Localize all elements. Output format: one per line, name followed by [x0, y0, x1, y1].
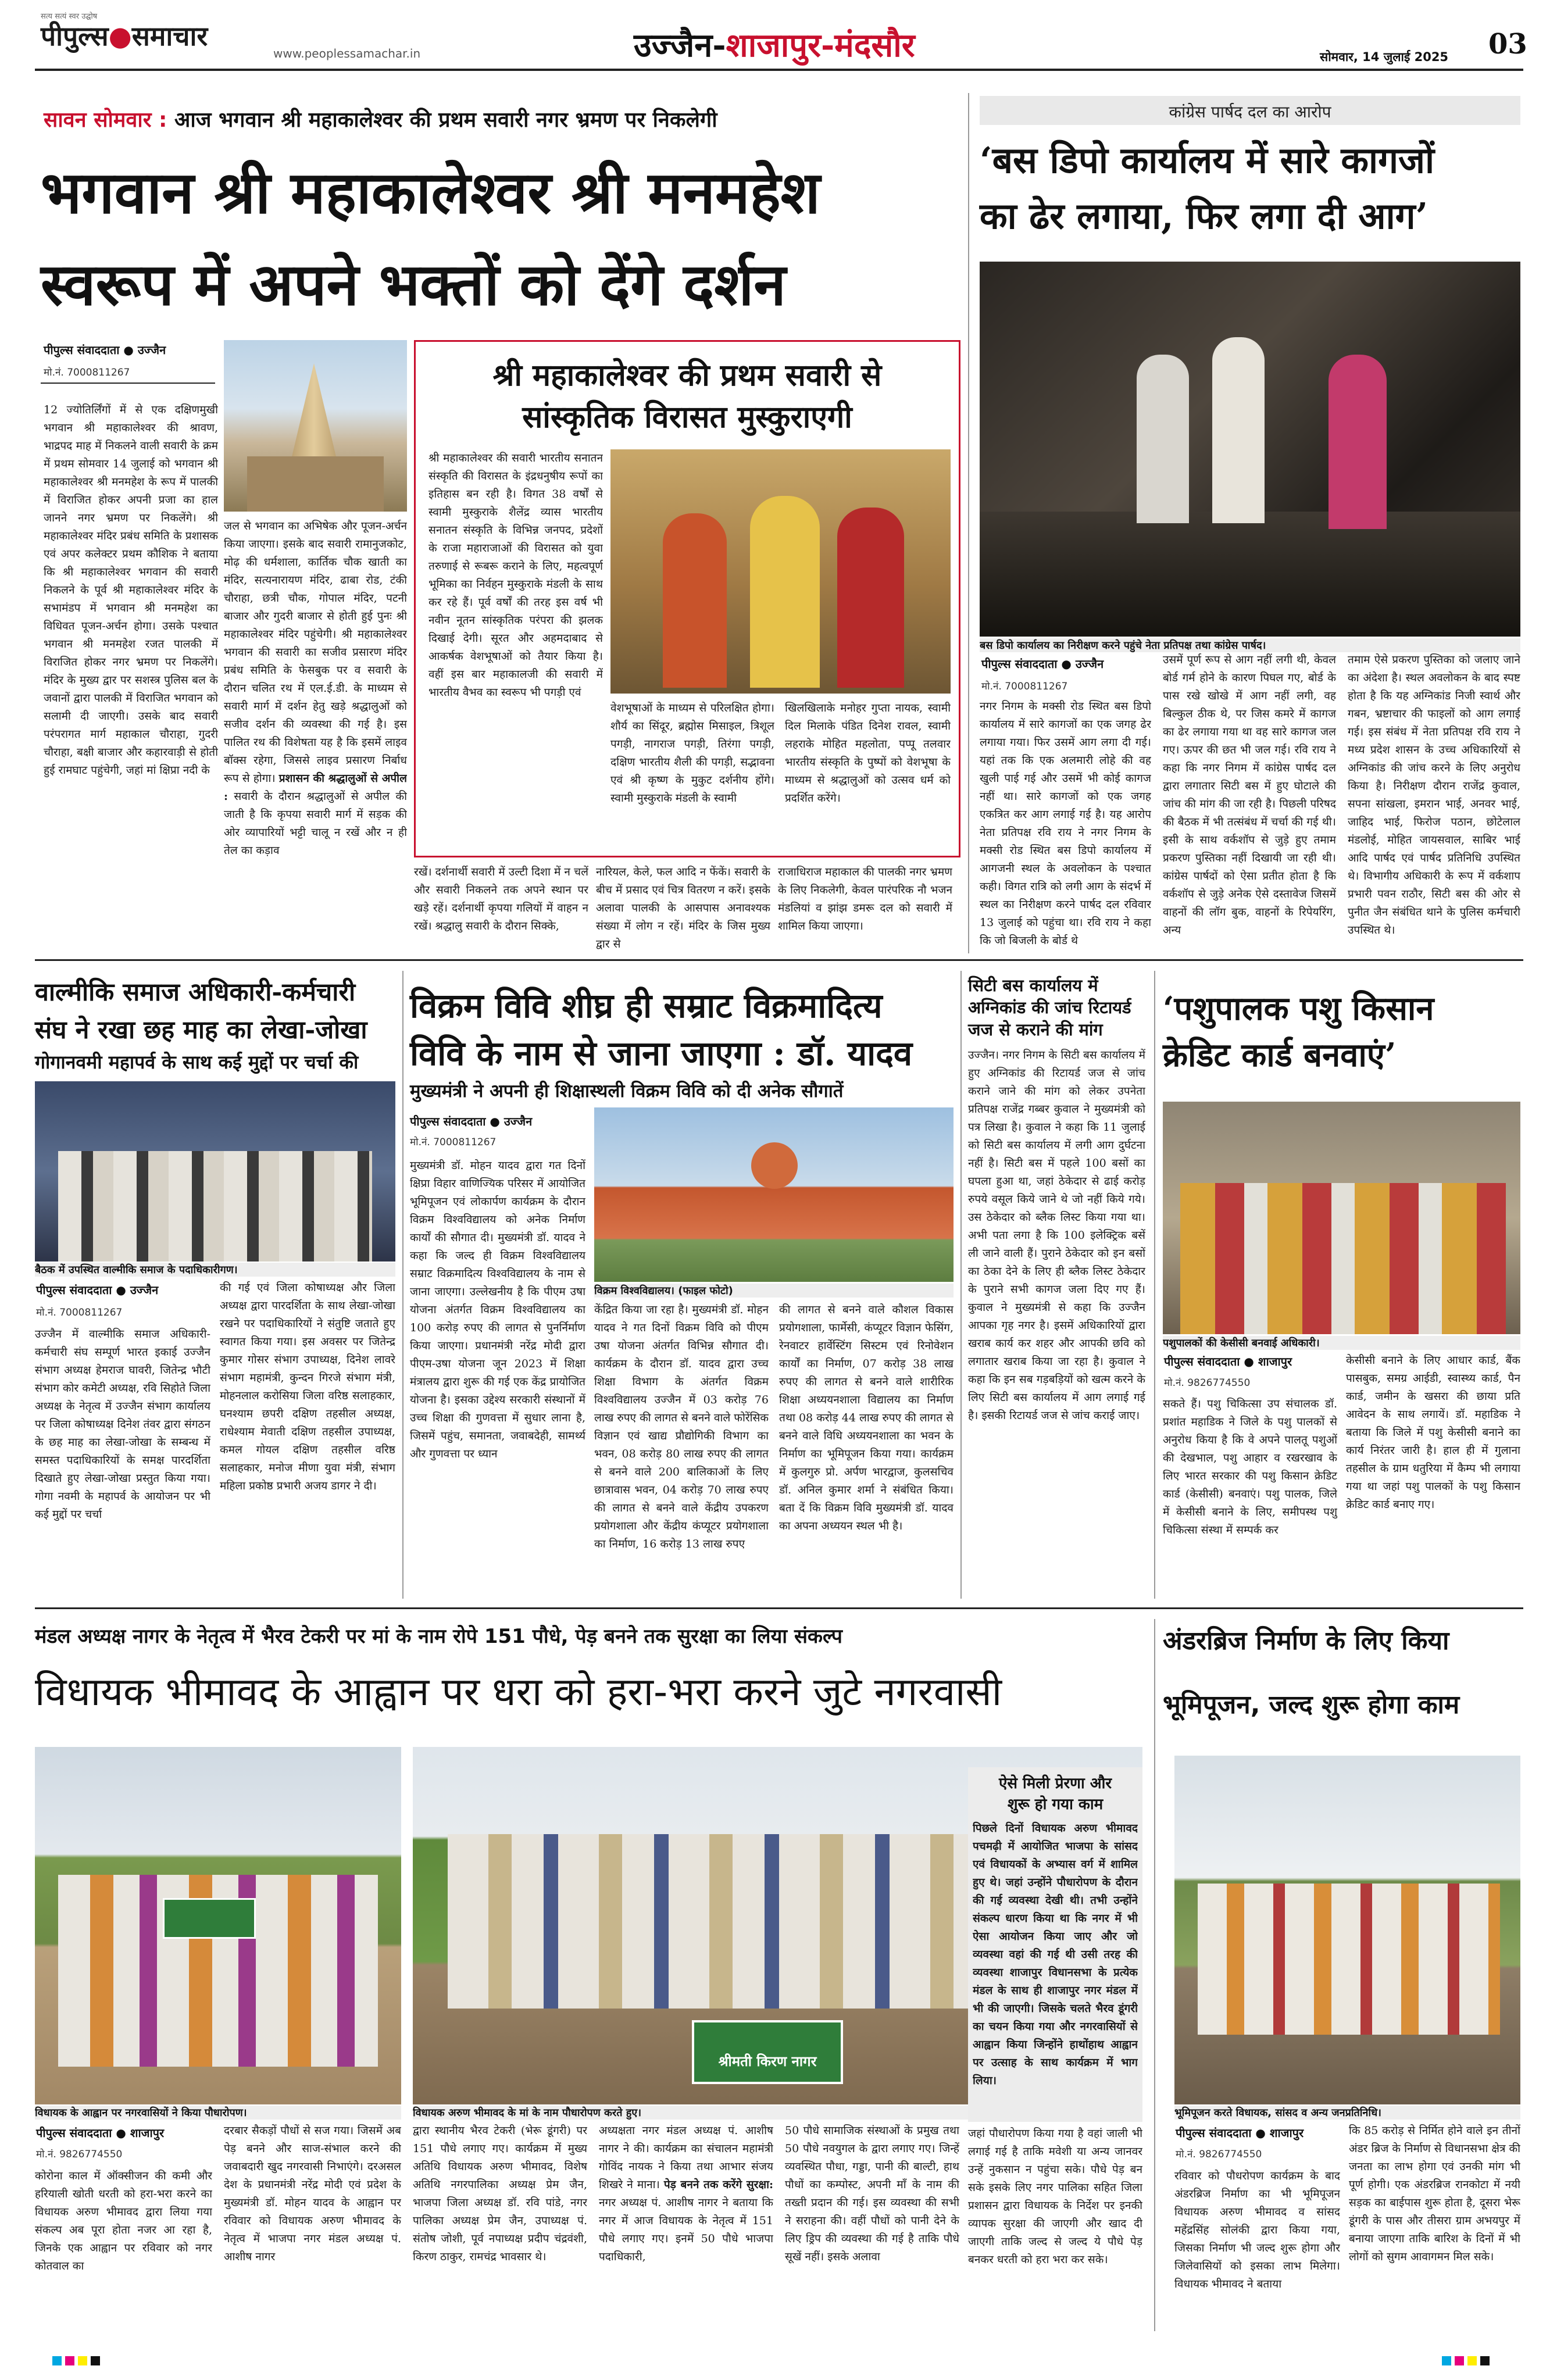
- name-sign: [692, 2020, 843, 2084]
- story6-col2: केसीसी बनाने के लिए आधार कार्ड, बैंक पासबुक, समग्र आईडी, स्वास्थ्य कार्ड, पैन कार्ड, जमीन के खसरा की छाया प्रति आवेदन के साथ लगायें। डॉ. महाडिक ने बताया कि जिले में पशु केसीसी बनाने का कार्य निरंतर जारी है। हाल ही में गुलाना तहसील के ग्राम धतुरिया में कैम्प भी लगाया गया था जहां पशु पालकों के पशु किसान क्रेडिट कार्ड बनाए गए।: [1346, 1354, 1520, 1511]
- rule: [41, 383, 215, 384]
- box-col2: वेशभूषाओं के माध्यम से परिलक्षित होगा। शौर्य का सिंदूर, ब्रह्मोस मिसाइल, त्रिशूल पगड़ी, नागराज पगड़ी, तिरंगा पगड़ी, दक्षिण भारतीय शैली की पगड़ी, सद्भावना एवं श्री कृष्ण के मुकुट दर्शनीय होंगे। स्वामी मुस्कुराके मंडली के स्वामी: [610, 702, 774, 805]
- story6-byline: पीपुल्स संवाददाता ● शाजापुर: [1164, 1355, 1292, 1368]
- story7-photo2-caption: विधायक अरुण भीमावद के मां के नाम पौधारोपण करते हुए।: [413, 2106, 1142, 2120]
- story6-headline-1: ‘पशुपालक पशु किसान: [1163, 989, 1434, 1028]
- plantation-photo-1: [35, 1747, 401, 2104]
- story7-byline: पीपुल्स संवाददाता ● शाजापुर: [36, 2126, 165, 2140]
- person-figure: [1137, 355, 1189, 523]
- story3-subhead: गोगानवमी महापर्व के साथ कई मुद्दों पर चर्चा की: [35, 1051, 359, 1073]
- burnt-papers: [980, 512, 1520, 637]
- website-url[interactable]: www.peoplessamachar.in: [273, 47, 421, 60]
- underbridge-photo: [1174, 1756, 1520, 2104]
- temple-photo: [224, 340, 407, 512]
- kcc-photo: [1163, 1102, 1520, 1334]
- story5-headline-3: जज से कराने की मांग: [968, 1020, 1103, 1039]
- person-figure: [750, 496, 820, 688]
- story4-subhead: मुख्यमंत्री ने अपनी ही शिक्षास्थली विक्रम विवि को दी अनेक सौगातें: [410, 1081, 844, 1102]
- story8-byline: पीपुल्स संवाददाता ● शाजापुर: [1176, 2126, 1304, 2140]
- story8-photo-caption: भूमिपूजन करते विधायक, सांसद व अन्य जनप्रतिनिधि।: [1174, 2106, 1520, 2120]
- story3-col1: उज्जैन में वाल्मीकि समाज अधिकारी-कर्मचारी संघ सम्पूर्ण भारत इकाई उज्जैन संभाग अध्यक्ष हेमराज घावरी, जितेन्द्र भौटी संभाग कोर कमेटी अध्यक्ष, रवि सिहोते जिला अध्यक्ष के नेतृत्व में उज्जैन संभाग कार्यालय पर जिला कोषाध्यक्ष दिनेश तंवर द्वारा संगठन के छह माह का लेखा-जोखा के सम्बन्ध में समस्त पदाधिकारियों के समक्ष पारदर्शिता दिखाते हुए लेखा-जोखा प्रस्तुत किया गया। गोगा नवमी के महापर्व के आयोजन पर भी कई मुद्दों पर चर्चा: [35, 1328, 210, 1521]
- story4-headline-1: विक्रम विवि शीघ्र ही सम्राट विक्रमादित्य: [410, 986, 883, 1025]
- story4-col1: मुख्यमंत्री डॉ. मोहन यादव द्वारा गत दिनों क्षिप्रा विहार वाणिज्यिक परिसर में आयोजित भूमिपूजन एवं लोकार्पण कार्यक्रम के दौरान विक्रम विश्वविद्यालय को अनेक निर्माण कार्यों की सौगात दी। मुख्यमंत्री डॉ. यादव ने कहा कि जल्द ही विक्रम विश्वविद्यालय सम्राट विक्रमादित्य विश्वविद्यालय के नाम से जाना जाएगा। उल्लेखनीय है कि पीएम उषा योजना अंतर्गत विक्रम विश्वविद्यालय का 100 करोड़ रुपए की लागत से पुनर्निर्माण किया जाएगा। प्रधानमंत्री नरेंद्र मोदी द्वारा पीएम-उषा योजना जून 2023 में शिक्षा मंत्रालय द्वारा शुरू की गई एक केंद्र प्रायोजित योजना है। इसका उद्देश्य सरकारी संस्थानों में उच्च शिक्षा की गुणवत्ता में सुधार लाना है, जिसमें पहुंच, समानता, जवाबदेही, सामर्थ्य और गुणवत्ता पर ध्यान: [410, 1159, 585, 1460]
- story1-col2-text: जल से भगवान का अभिषेक और पूजन-अर्चन किया जाएगा। इसके बाद सवारी रामानुजकोट, मोढ़ की धर्मशाला, कार्तिक चौक खाती का मंदिर, सत्यनारायण मंदिर, ढाबा रोड, टंकी चौराहा, छत्री चौक, गोपाल मंदिर, पटनी बाजार और गुदरी बाजार से होती हुई पुनः श्री महाकालेश्वर मंदिर पहुंचेगी। श्री महाकालेश्वर भगवान की सवारी का सजीव प्रसारण मंदिर प्रबंध समिति के फेसबुक पर व सवारी के दौरान चलित रथ में एल.ई.डी. के माध्यम से सवारी मार्ग में दर्शन हेतु खड़े श्रद्धालुओं को सजीव दर्शन की व्यवस्था की गई है। इस पालित रथ की विशेषता यह है कि इसमें लाइव बॉक्स रहेगा, जिससे लाइव प्रसारण निर्बाध रूप से होगा।: [224, 520, 407, 785]
- story6-photo-caption: पशुपालकों की केसीसी बनवाई अधिकारी।: [1163, 1336, 1520, 1350]
- sign-name-text: श्रीमती किरण नागर: [718, 2053, 817, 2070]
- story6-col1: सकते हैं। पशु चिकित्सा उप संचालक डॉ. प्रशांत महाडिक ने जिले के पशु पालकों से अनुरोध किया है कि वे अपने पालतू पशुओं की देखभाल, पशु आहार व रखरखाव के लिए भारत सरकार की पशु किसान क्रेडिट कार्ड (केसीसी) बनवाएं। पशु पालक, जिले में केसीसी बनाने के लिए, समीपस्थ पशु चिकित्सा संस्था में सम्पर्क कर: [1163, 1398, 1337, 1536]
- story8-headline-2: भूमिपूजन, जल्द शुरू होगा काम: [1163, 1690, 1460, 1720]
- vertical-rule: [960, 971, 962, 1599]
- story3-headline-1: वाल्मीकि समाज अधिकारी-कर्मचारी: [35, 978, 356, 1007]
- story2-kicker: कांग्रेस पार्षद दल का आरोप: [1169, 102, 1331, 121]
- brand-tagline: सत्य सत्यं स्वर उद्घोष: [41, 12, 98, 21]
- person-figure: [663, 513, 727, 688]
- story8-headline-1: अंडरब्रिज निर्माण के लिए किया: [1163, 1626, 1449, 1656]
- bus-depot-photo: [980, 262, 1520, 637]
- masthead: [0, 0, 1557, 70]
- story6-mobile: मो.नं. 9826774550: [1164, 1377, 1251, 1389]
- vertical-rule: [1154, 971, 1155, 1599]
- story7-col1: कोरोना काल में ऑक्सीजन की कमी और हरियाली खोती धरती को हरा-भरा करने का विधायक अरुण भीमावद द्वारा लिया गया संकल्प अब पूरा होता नजर आ रहा है, जिनके एक आह्वान पर रविवार को नगर कोतवाल का: [35, 2170, 212, 2272]
- story2-byline: पीपुल्स संवाददाता ● उज्जैन: [981, 657, 1104, 671]
- story7-mobile: मो.नं. 9826774550: [36, 2149, 123, 2160]
- horizontal-rule: [35, 1607, 1523, 1609]
- story1-mobile: मो.नं. 7000811267: [44, 367, 130, 378]
- story4-headline-2: विवि के नाम से जाना जाएगा : डॉ. यादव: [410, 1034, 913, 1073]
- box-body: पिछले दिनों विधायक अरुण भीमावद पचमढ़ी में आयोजित भाजपा के सांसद एवं विधायकों के अभ्यास वर्ग में शामिल हुए थे। जहां उन्होंने पौधारोपण के दौरान की गई व्यवस्था देखी थी। तभी उन्होंने संकल्प धारण किया था कि नगर में भी ऐसा आयोजन किया जाए और जो व्यवस्था वहां की गई थी उसी तरह की व्यवस्था शाजापुर विधानसभा के प्रत्येक मंडल के साथ ही शाजापुर नगर मंडल में भी की जाएगी। जिसके चलते भैरव डूंगरी का चयन किया गया और नगरवासियों से आह्वान किया जिन्होंने हाथोंहाथ आह्वान पर उत्साह के साथ कार्यक्रम में भाग लिया।: [973, 1822, 1138, 2087]
- name-sign: [163, 1898, 256, 1939]
- story1-box: [414, 340, 960, 857]
- temple-base: [247, 456, 384, 512]
- story2-col2: उसमें पूर्ण रूप से आग नहीं लगी थी, केवल बोर्ड गर्म होने के कारण पिघल गए, बोर्ड के पास रखे खोखे में आग नहीं लगी, वह बिल्कुल ठीक थे, पर जिस कमरे में कागज का ढेर लगाया गया था वह सारे कागज जल गए। ऊपर की छत भी जल गई। रवि राय ने कहा कि नगर निगम में कांग्रेस पार्षद दल द्वारा लगातार सिटी बस में हुए घोटाले की जांच की मांग की जा रही है। पिछली परिषद की बैठक में भी तत्संबंध में चर्चा की गई थी। इसी के साथ वर्कशॉप से जुड़े हुए तमाम प्रकरण पुस्तिका नहीं दिखायी जा रही थी। कांग्रेस पार्षदों को ऐसा प्रतीत होता है कि वर्कशॉप से जुड़े अनेक ऐसे दस्तावेज जिसमें वाहनों की लॉग बुक, वाहनों के रिपेयरिंग, अन्य: [1163, 653, 1336, 937]
- university-photo: [594, 1107, 954, 1282]
- story7-photo1-caption: विधायक के आह्वान पर नगरवासियों ने किया पौधारोपण।: [35, 2106, 401, 2120]
- kicker-text: आज भगवान श्री महाकालेश्वर की प्रथम सवारी नगर भ्रमण पर निकलेगी: [174, 108, 717, 132]
- story2-headline-1: ‘बस डिपो कार्यालय में सारे कागजों: [980, 139, 1435, 181]
- story4-mobile: मो.नं. 7000811267: [410, 1137, 497, 1148]
- person-figure: [837, 508, 904, 688]
- story7-col2: दरबार सैकड़ों पौधों से सज गया। जिसमें अब पेड़ बनने और साज-संभाल करने की जवाबदारी खुद नगरवासी निभाएंगे। दरअसल देश के प्रधानमंत्री नरेंद्र मोदी एवं प्रदेश के मुख्यमंत्री डॉ. मोहन यादव के आह्वान पर रविवार को विधायक अरुण भीमावद के नेतृत्व में भाजपा नगर मंडल अध्यक्ष पं. आशीष नागर: [224, 2124, 401, 2263]
- story7-col3: द्वारा स्थानीय भैरव टेकरी (भेरू डूंगरी) पर 151 पौधे लगाए गए। कार्यक्रम में मुख्य अतिथि विधायक अरुण भीमावद, विशेष अतिथि नगरपालिका अध्यक्ष प्रेम जैन, भाजपा जिला अध्यक्ष डॉ. रवि पांडे, नगर पालिका अध्यक्ष प्रेम जैन, उपाध्यक्ष पं. संतोष जोशी, पूर्व नपाध्यक्ष प्रदीप चंद्रवंशी, किरण ठाकुर, रामचंद्र भावसार थे।: [413, 2124, 587, 2263]
- story7-headline: विधायक भीमावद के आह्वान पर धरा को हरा-भरा करने जुटे नगरवासी: [35, 1669, 1002, 1714]
- story7-col6: जहां पौधारोपण किया गया है वहां जाली भी लगाई गई है ताकि मवेशी या अन्य जानवर उन्हें नुकसान न पहुंचा सके। पौधे पेड़ बन सके इसके लिए नगर पालिका सहित जिला प्रशासन द्वारा विधायक के निर्देश पर इनकी व्यापक सुरक्षा की जाएगी और खाद दी जाएगी ताकि जल्द से जल्द ये पौधे पेड़ बनकर धरती को हरा भरा कर सके।: [968, 2127, 1142, 2266]
- story7-col4-tail: नगर अध्यक्ष पं. आशीष नागर ने बताया कि नगर में आज विधायक के नेतृत्व में 151 पौधे लगाए गए। इनमें 50 पौधे भाजपा पदाधिकारी,: [599, 2196, 773, 2263]
- kicker-label: सावन सोमवार :: [44, 108, 167, 132]
- group-people: [58, 1151, 372, 1262]
- story4-col2: केंद्रित किया जा रहा है। मुख्यमंत्री डॉ. मोहन यादव ने गत दिनों विक्रम विवि को पीएम उषा योजना अंतर्गत विभिन्न सौगात दी। कार्यक्रम के दौरान डॉ. यादव द्वारा उच्च शिक्षा विभाग के अंतर्गत विक्रम विश्वविद्यालय उज्जैन में 03 करोड़ 76 लाख रुपए की लागत से बनने वाले फोरेंसिक विज्ञान एवं खाद्य प्रौद्योगिकी विभाग का भवन, 08 करोड़ 80 लाख रुपए की लागत से बनने वाले 200 बालिकाओं के लिए छात्रावास भवन, 04 करोड़ 70 लाख रुपए की लागत से बनने वाले केंद्रीय उपकरण प्रयोगशाला और केंद्रीय कंप्यूटर प्रयोगशाला का निर्माण, 16 करोड़ 13 लाख रुपए: [594, 1303, 769, 1550]
- story1-col4: नारियल, केले, फल आदि न फेंकें। सवारी के बीच में प्रसाद एवं चित्र वितरण न करें। इसके अलावा पालकी के आसपास अनावश्यक संख्या में लोग न रहें। मंदिर के जिस मुख्य द्वार से: [596, 866, 770, 950]
- story7-col4: [599, 2122, 773, 2330]
- story2-photo-caption: बस डिपो कार्यालय का निरीक्षण करने पहुंचे नेता प्रतिपक्ष तथा कांग्रेस पार्षद।: [980, 638, 1520, 652]
- story1-col2-subhead: प्रशासन की श्रद्धालुओं से अपील :: [224, 772, 407, 803]
- section-title-a: उज्जैन-: [634, 26, 726, 65]
- story1-col2-tail: सवारी के दौरान श्रद्धालुओं से अपील की जाती है कि कृपया सवारी मार्ग में सड़क की ओर व्यापारियों भट्टी चालू न रखें और न ही तेल का कड़ाव: [224, 790, 407, 857]
- story1-kicker: [44, 105, 717, 133]
- valmiki-photo: [35, 1081, 395, 1262]
- box-col3: खिलखिलाके मनोहर गुप्ता नायक, स्वामी दिल मिलाके पंडित दिनेश रावल, स्वामी लहराके मोहित महलोता, पप्पू तलवार भारतीय संस्कृति के पुष्पों को वेशभूषा के माध्यम से श्रद्धालुओं को उत्सव धर्म को प्रदर्शित करेंगे।: [785, 702, 951, 805]
- cyan-mark: [52, 2356, 62, 2365]
- story4-photo-caption: विक्रम विश्वविद्यालय। (फाइल फोटो): [594, 1284, 954, 1298]
- section-title-b: शाजापुर-मंदसौर: [726, 26, 915, 65]
- person-figure: [1212, 337, 1265, 523]
- vertical-rule: [968, 93, 969, 953]
- story8-col2: कि 85 करोड़ से निर्मित होने वाले इन तीनों अंडर ब्रिज के निर्माण से विधानसभा क्षेत्र की जनता का लाभ होगा एवं उनकी मांग भी पूर्ण होगी। एक अंडरब्रिज रानकोटा में नयी सड़क का बाईपास शुरू होता है, दूसरा भेरू डूंगरी के पास और तीसरा ग्राम अभयपुर में बनाया जाएगा ताकि बारिश के दिनों में भी लोगों को सुगम आवागमन मिल सके।: [1349, 2124, 1520, 2263]
- story8-col1: रविवार को पौधरोपण कार्यक्रम के बाद अंडरब्रिज निर्माण का भी भूमिपूजन विधायक अरुण भीमावद व सांसद महेंद्रसिंह सोलंकी द्वारा किया गया, जिसका निर्माण भी जल्द शुरू होगा और जिलेवासियों को इसका लाभ मिलेगा। विधायक भीमावद ने बताया: [1174, 2170, 1340, 2290]
- story2-kicker-bar: [980, 96, 1520, 125]
- group-people: [1180, 1183, 1506, 1334]
- registration-marks: [52, 2354, 103, 2365]
- magenta-mark: [1455, 2356, 1464, 2365]
- story2-col1: नगर निगम के मक्सी रोड स्थित बस डिपो कार्यालय में सारे कागजों का एक जगह ढेर लगाया गया। फिर उसमें आग लगा दी गई। यहां तक कि एक अलमारी लोहे की वह खुली पाई गई और उसमें भी कोई कागज नहीं था। सारे कागजों को एक जगह एकत्रित कर आग लगाई गई है। यह आरोप नेता प्रतिपक्ष रवि राय ने नगर निगम के मक्सी रोड स्थित बस डिपो कार्यालय में आगजनी स्थल के अवलोकन के पश्चात कही। विगत रात्रि को लगी आग के संदर्भ में स्थल का निरीक्षण करने पार्षद दल रविवार 13 जुलाई को पहुंचा था। रवि राय ने कहा कि जो बिजली के बोर्ड थे: [980, 700, 1151, 947]
- story5-body: उज्जैन। नगर निगम के सिटी बस कार्यालय में हुए अग्निकांड की रिटायर्ड जज से जांच कराने जाने की मांग को लेकर उपनेता प्रतिपक्ष राजेंद्र गब्बर कुवाल ने मुख्यमंत्री को पत्र लिखा है। कुवाल ने कहा कि 11 जुलाई को सिटी बस कार्यालय में लगी आग दुर्घटना नहीं है। सिटी बस में पहले 100 बसों का घपला हुआ था, जहां ठेकेदार से ढाई करोड़ रुपये वसूल किये जाने थे जो नहीं किये गये। उस ठेकेदार को ब्लैक लिस्ट किया गया था। अभी पता लगा है कि 100 इलेक्ट्रिक बसें ली जाने वाली हैं। पुराने ठेकेदार को इन बसों का ठेका देने के लिए ही ब्लैक लिस्ट ठेकेदार के पुराने सभी कागज जला दिए गए हैं। कुवाल ने मुख्यमंत्री से कहा कि उज्जैन आपका गृह नगर है। इसमें अधिकारियों द्वारा खराब कार्य कर शहर और आपकी छवि को लगातार खराब किया जा रहा है। कुवाल ने कहा कि इन सब गड़बड़ियों को खत्म करने के लिए सिटी बस कार्यालय में आग लगाई गई है। इसकी रिटायर्ड जज से जांच कराई जाए।: [968, 1049, 1145, 1422]
- story7-col4-subhead: पेड़ बनने तक करेंगे सुरक्षा:: [663, 2178, 773, 2191]
- story7-kicker: मंडल अध्यक्ष नागर के नेतृत्व में भैरव टेकरी पर मां के नाम रोपे 151 पौधे, पेड़ बनने तक सुरक्षा का लिया संकल्प: [35, 1625, 842, 1648]
- black-mark: [1480, 2356, 1490, 2365]
- story7-col5: 50 पौधे सामाजिक संस्थाओं के प्रमुख तथा 50 पौधे नवयुगल के द्वारा लगाए गए। जिन्हें व्यवस्थित पौधा, गड्डा, पानी की बाल्टी, हाथ पौधों का कम्पोस्ट, अपनी माँ के नाम की तख्ती प्रदान की गई। इस व्यवस्था की सभी ने सराहना की। वहीं पौधों को पानी देने के लिए ड्रिप की व्यवस्था की गई है ताकि पौधे सूखें नहीं। इसके अलावा: [785, 2124, 959, 2263]
- yellow-mark: [78, 2356, 87, 2365]
- story1-col5: राजाधिराज महाकाल की पालकी नगर भ्रमण के लिए निकलेगी, केवल पारंपरिक नौ भजन मंडलियां व झांझ डमरू दल को सवारी में शामिल किया जाएगा।: [778, 866, 952, 932]
- section-title: [634, 22, 915, 66]
- brand-right: समाचार: [131, 20, 208, 52]
- story2-mobile: मो.नं. 7000811267: [981, 681, 1068, 692]
- story5-headline-1: सिटी बस कार्यालय में: [968, 975, 1098, 995]
- brand-logo: पीपुल्स●समाचार: [41, 20, 208, 52]
- black-mark: [91, 2356, 100, 2365]
- group-people: [1198, 1884, 1500, 2035]
- box-head-1: ऐसे मिली प्रेरणा और: [999, 1775, 1112, 1792]
- box-headline-1: श्री महाकालेश्वर की प्रथम सवारी से: [492, 358, 882, 393]
- story2-headline-2: का ढेर लगाया, फिर लगा दी आग’: [980, 195, 1429, 237]
- brand-left: पीपुल्स: [41, 20, 109, 52]
- story3-photo-caption: बैठक में उपस्थित वाल्मीकि समाज के पदाधिकारीगण।: [35, 1263, 395, 1277]
- story3-byline: पीपुल्स संवाददाता ● उज्जैन: [36, 1283, 159, 1297]
- story7-col4-text: अध्यक्षता नगर मंडल अध्यक्ष पं. आशीष नागर ने की। कार्यक्रम का संचालन महामंत्री गोविंद नायक ने किया तथा आभार संजय शिखरे ने माना।: [599, 2124, 773, 2191]
- costume-photo: [610, 449, 951, 694]
- story4-byline: पीपुल्स संवाददाता ● उज्जैन: [410, 1114, 533, 1128]
- story1-byline: पीपुल्स संवाददाता ● उज्जैन: [44, 343, 166, 357]
- masthead-rule: [35, 69, 1523, 71]
- story1-col2: [224, 517, 407, 907]
- issue-date: सोमवार, 14 जुलाई 2025: [1320, 50, 1449, 64]
- cyan-mark: [1442, 2356, 1451, 2365]
- yellow-mark: [1467, 2356, 1477, 2365]
- horizontal-rule: [35, 959, 1523, 961]
- person-figure: [1329, 355, 1387, 529]
- story1-headline-2: स्वरूप में अपने भक्तों को देंगे दर्शन: [41, 250, 786, 319]
- story8-mobile: मो.नं. 9826774550: [1176, 2149, 1262, 2160]
- box-headline-2: सांस्कृतिक विरासत मुस्कुराएगी: [522, 399, 852, 435]
- vertical-rule: [402, 971, 403, 1599]
- story1-headline-1: भगवान श्री महाकालेश्वर श्री मनमहेश: [41, 158, 820, 227]
- story1-col3: रखें। दर्शनार्थी सवारी में उल्टी दिशा में न चलें और सवारी निकलने तक अपने स्थान पर खड़े रहें। दर्शनार्थी कृपया गलियों में वाहन न रखें। श्रद्धालु सवारी के दौरान सिक्के,: [414, 866, 588, 932]
- box-col1: श्री महाकालेश्वर की सवारी भारतीय सनातन संस्कृति की विरासत के इंद्रधनुषीय रूपों का इतिहास बन रही है। विगत 38 वर्षों से स्वामी मुस्कुराके शैलेंद्र व्यास भारतीय सनातन संस्कृति के विभिन्न जनपद, प्रदेशों के राजा महाराजाओं की विरासत को युवा तरुणाई से रूबरू कराने के लिए, महत्वपूर्ण भूमिका का निर्वहन मुस्कुराके मंडली के साथ कर रहे हैं। पूर्व वर्षों की तरह इस वर्ष भी नवीन नूतन सांस्कृतिक परंपरा की झलक दिखाई देगी। सूरत और अहमदाबाद से आकर्षक वेशभूषाओं को तैयार किया है। वहीं इस बार महाकालजी की सवारी में भारतीय वैभव का स्वरूप भी पगड़ी एवं: [428, 452, 603, 699]
- building-dome: [751, 1142, 798, 1189]
- story5-headline-2: अग्निकांड की जांच रिटायर्ड: [968, 998, 1131, 1017]
- story3-col2: की गई एवं जिला कोषाध्यक्ष और जिला अध्यक्ष द्वारा पारदर्शिता के साथ लेखा-जोखा रखने पर पदाधिकारियों ने संतुष्टि जताते हुए स्वागत किया गया। इस अवसर पर जितेन्द्र कुमार गोसर संभाग उपाध्यक्ष, दिनेश लावरे संभाग महामंत्री, कुन्दन गिरजे संभाग मंत्री, मोहनलाल करोसिया जिला वरिष्ठ सलाहकार, घनश्याम छपरी दक्षिण तहसील अध्यक्ष, राधेश्याम मेवाती दक्षिण तहसील उपाध्यक्ष, कमल गोयल दक्षिण तहसील वरिष्ठ सलाहकार, मनोज मीणा युवा मंत्री, संभाग महिला प्रकोष्ठ प्रभारी अजय डागर ने दी।: [220, 1281, 395, 1492]
- vertical-rule: [1154, 1619, 1155, 2331]
- story3-headline-2: संघ ने रखा छह माह का लेखा-जोखा: [35, 1016, 367, 1045]
- story3-mobile: मो.नं. 7000811267: [36, 1307, 123, 1318]
- magenta-mark: [65, 2356, 74, 2365]
- story7-box: [968, 1767, 1142, 2122]
- story1-col1: 12 ज्योतिर्लिंगों में से एक दक्षिणमुखी भगवान श्री महाकालेश्वर की श्रावण, भाद्रपद माह में निकलने वाली सवारी के क्रम में प्रथम सोमवार 14 जुलाई को भगवान श्री महाकालेश्वर श्री मनमहेश के रूप में पालकी में विराजित होकर अपनी प्रजा का हाल जानने नगर भ्रमण पर निकलेंगे। श्री महाकालेश्वर मंदिर प्रबंध समिति के प्रशासक एवं अपर कलेक्टर प्रथम कौशिक ने बताया कि श्री महाकालेश्वर भगवान की सवारी निकलने के पूर्व श्री महाकालेश्वर मंदिर के सभामंडप में भगवान श्री मनमहेश का विधिवत पूजन-अर्चन होगा। उसके पश्चात भगवान श्री मनमहेश रजत पालकी में विराजित होकर नगर भ्रमण पर निकलेंगे। मंदिर के मुख्य द्वार पर सशस्त्र पुलिस बल के जवानों द्वारा पालकी में विराजित भगवान को सलामी दी जाएगी। उसके बाद सवारी परंपरागत मार्ग महाकाल चौराहा, गुदरी चौराहा, बक्षी बाजार और कहारवाड़ी से होती हुई रामघाट पहुंचेगी, जहां मां क्षिप्रा नदी के: [44, 403, 218, 777]
- story6-headline-2: क्रेडिट कार्ड बनवाएं’: [1163, 1036, 1397, 1074]
- story4-col3: की लागत से बनने वाले कौशल विकास प्रयोगशाला, फार्मेसी, कंप्यूटर विज्ञान फेसिंग, रेनवाटर हार्वेस्टिंग सिस्टम एवं रिनोवेशन कार्यों का निर्माण, 07 करोड़ 38 लाख रुपए की लागत से बनने वाले शारीरिक शिक्षा अध्ययनशाला विद्यालय का निर्माण तथा 08 करोड़ 44 लाख रुपए की लागत से बनने वाले विधि अध्ययनशाला का भवन के निर्माण का भूमिपूजन किया गया। कार्यक्रम में कुलगुरु प्रो. अर्पण भारद्वाज, कुलसचिव डॉ. अनिल कुमार शर्मा ने संबंधित किया। बता दें कि विक्रम विवि मुख्यमंत्री डॉ. यादव का अपना अध्ययन स्थल भी है।: [779, 1303, 954, 1532]
- story2-col3: तमाम ऐसे प्रकरण पुस्तिका को जलाए जाने का अंदेशा है। स्थल अवलोकन के बाद स्पष्ट होता है कि यह अग्निकांड निजी स्वार्थ और गबन, भ्रष्टाचार की फाइलों को आग लगाई गई। इस संबंध में नेता प्रतिपक्ष रवि राय ने मध्य प्रदेश शासन के उच्च अधिकारियों से अग्निकांड की जांच करने के लिए अनुरोध किया है। निरीक्षण दौरान राजेंद्र कुवाल, सपना सांखला, इमरान भाई, अनवर भाई, जाहिद भाई, फिरोज पठान, छोटेलाल मंडलोई, मोहित जायसवाल, साबिर भाई आदि पार्षद एवं पार्षद प्रतिनिधि उपस्थित थे। विभागीय अधिकारी के रूप में वर्कशाप प्रभारी पवन राठौर, सिटी बस की ओर से पुनीत जैन संबंधित थाने के पुलिस कर्मचारी उपस्थित थे।: [1348, 653, 1520, 937]
- page-number: 03: [1488, 28, 1527, 60]
- box-head-2: शुरू हो गया काम: [1007, 1796, 1104, 1813]
- registration-marks: [1442, 2354, 1493, 2365]
